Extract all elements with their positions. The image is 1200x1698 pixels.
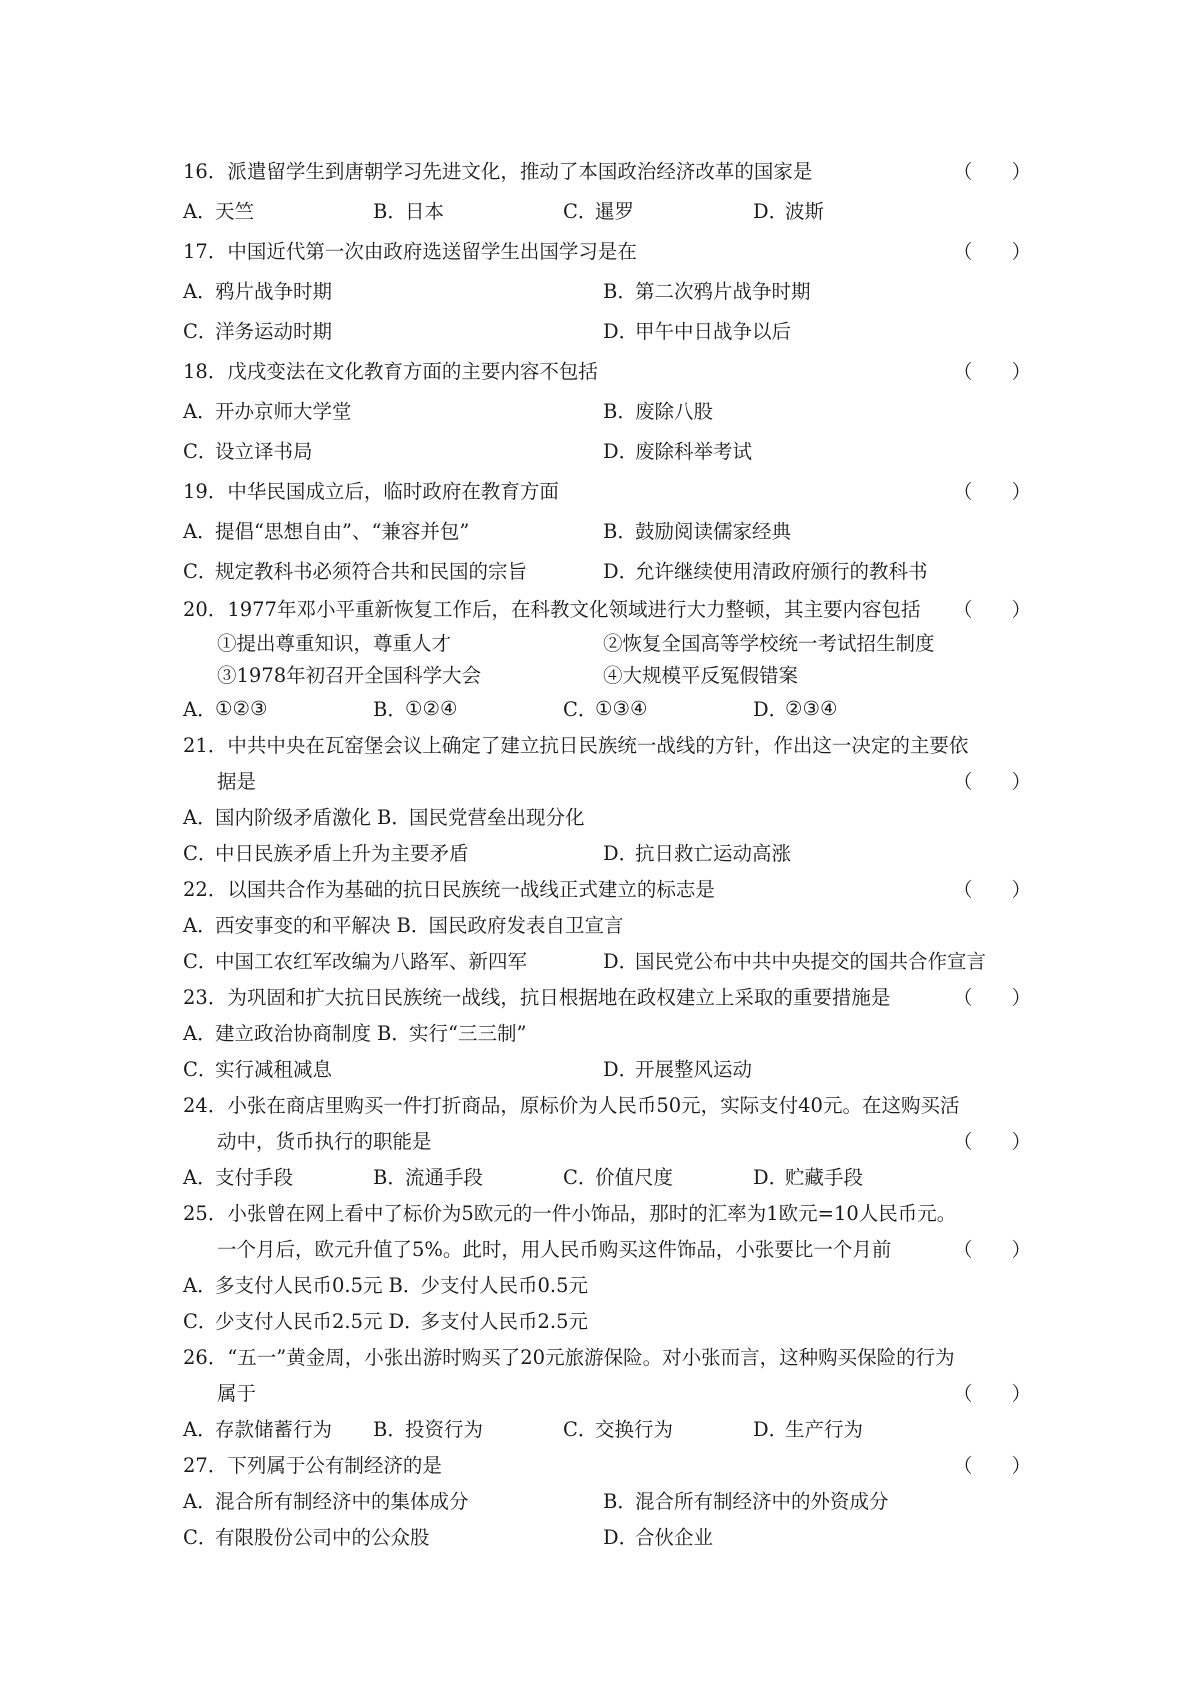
statement-items <box>183 626 1023 690</box>
option-a: A． 天竺 <box>183 200 255 223</box>
statement-item: ④大规模平反冤假错案 <box>603 664 799 687</box>
question-text: 小张曾在网上看中了标价为5欧元的一件小饰品，那时的汇率为1欧元=10人民币元。 <box>227 1202 957 1225</box>
question-number: 17． <box>183 240 228 263</box>
option-a: A． 开办京师大学堂 <box>183 400 352 423</box>
question-text: 1977年邓小平重新恢复工作后，在科教文化领域进行大力整顿，其主要内容包括 <box>227 598 921 621</box>
statement-item: ①提出尊重知识，尊重人才 <box>217 632 452 655</box>
exam-page <box>183 150 1032 1554</box>
option-b: B． 第二次鸦片战争时期 <box>603 280 811 303</box>
question-stem-continuation <box>183 1122 1032 1158</box>
option-d: D． 废除科举考试 <box>603 440 753 463</box>
option-a: A． 西安事变的和平解决 <box>183 914 391 937</box>
question-21 <box>183 726 1032 870</box>
question-number: 21． <box>183 734 228 757</box>
option-d: D． 波斯 <box>753 200 825 223</box>
option-c: C． 暹罗 <box>563 200 635 223</box>
option-b: B． 日本 <box>373 200 445 223</box>
option-b: B． 国民政府发表自卫宣言 <box>396 914 624 937</box>
option-b: B． 少支付人民币0.5元 <box>388 1274 589 1297</box>
option-a: A． 国内阶级矛盾激化 <box>183 806 372 829</box>
option-b: B． 混合所有制经济中的外资成分 <box>603 1490 889 1513</box>
options <box>183 190 1023 230</box>
options <box>183 1158 1023 1194</box>
question-text: 以国共合作为基础的抗日民族统一战线正式建立的标志是 <box>227 878 715 901</box>
question-number: 25． <box>183 1202 228 1225</box>
question-text: 中华民国成立后，临时政府在教育方面 <box>227 480 559 503</box>
answer-parentheses: （ ） <box>953 360 1032 383</box>
option-b: B． ①②④ <box>373 696 458 721</box>
question-stem <box>183 590 1032 626</box>
option-b: B． 流通手段 <box>373 1166 484 1189</box>
question-number: 16． <box>183 160 228 183</box>
option-c: C． 少支付人民币2.5元 <box>183 1310 383 1333</box>
option-c: C． 有限股份公司中的公众股 <box>183 1526 430 1549</box>
question-23 <box>183 978 1032 1086</box>
question-stem <box>183 230 1032 270</box>
option-c: C． 设立译书局 <box>183 440 313 463</box>
option-b: B． 实行“三三制” <box>377 1022 527 1045</box>
option-a: A． 混合所有制经济中的集体成分 <box>183 1490 469 1513</box>
question-22 <box>183 870 1032 978</box>
option-a: A． 支付手段 <box>183 1166 294 1189</box>
question-stem <box>183 1338 1023 1374</box>
question-text: 下列属于公有制经济的是 <box>227 1454 442 1477</box>
question-20 <box>183 590 1032 726</box>
option-c: C． 价值尺度 <box>563 1166 674 1189</box>
option-d: D． 国民党公布中共中央提交的国共合作宣言 <box>603 950 987 973</box>
answer-parentheses: （ ） <box>953 598 1032 621</box>
option-c: C． 中国工农红军改编为八路军、新四军 <box>183 950 528 973</box>
options <box>183 798 1023 834</box>
statement-item: ②恢复全国高等学校统一考试招生制度 <box>603 632 935 655</box>
question-26 <box>183 1338 1032 1446</box>
question-text: 中共中央在瓦窑堡会议上确定了建立抗日民族统一战线的方针，作出这一决定的主要依 <box>227 734 969 757</box>
options <box>183 690 1023 726</box>
question-number: 19． <box>183 480 228 503</box>
question-16 <box>183 150 1032 230</box>
question-text: “五一”黄金周，小张出游时购买了20元旅游保险。对小张而言，这种购买保险的行为 <box>227 1346 955 1369</box>
option-d: D． 抗日救亡运动高涨 <box>603 842 792 865</box>
answer-parentheses: （ ） <box>953 986 1032 1009</box>
option-d: D． 多支付人民币2.5元 <box>388 1310 589 1333</box>
question-stem <box>183 870 1032 906</box>
answer-parentheses: （ ） <box>953 1238 1032 1261</box>
question-stem-continuation <box>183 762 1032 798</box>
option-d: D． 甲午中日战争以后 <box>603 320 792 343</box>
question-stem <box>183 1086 1023 1122</box>
answer-parentheses: （ ） <box>953 1454 1032 1477</box>
question-24 <box>183 1086 1032 1194</box>
question-text-cont: 属于 <box>217 1382 257 1405</box>
option-b: B． 国民党营垒出现分化 <box>377 806 585 829</box>
question-stem <box>183 1194 1023 1230</box>
question-text: 派遣留学生到唐朝学习先进文化，推动了本国政治经济改革的国家是 <box>227 160 813 183</box>
options <box>183 1266 1023 1302</box>
question-stem <box>183 726 1023 762</box>
answer-parentheses: （ ） <box>953 160 1032 183</box>
question-stem <box>183 150 1032 190</box>
options <box>183 1482 1023 1554</box>
option-b: B． 投资行为 <box>373 1418 484 1441</box>
option-a: A． 提倡“思想自由”、“兼容并包” <box>183 520 470 543</box>
option-c: C． ①③④ <box>563 696 648 721</box>
option-c: C． 洋务运动时期 <box>183 320 333 343</box>
question-text-cont: 动中，货币执行的职能是 <box>217 1130 432 1153</box>
question-stem-continuation <box>183 1230 1032 1266</box>
question-19 <box>183 470 1032 590</box>
option-a: A． 存款储蓄行为 <box>183 1418 333 1441</box>
question-18 <box>183 350 1032 470</box>
option-a: A． ①②③ <box>183 696 268 721</box>
question-number: 24． <box>183 1094 228 1117</box>
options <box>183 906 1023 942</box>
question-27 <box>183 1446 1032 1554</box>
question-stem <box>183 350 1032 390</box>
question-number: 20． <box>183 598 228 621</box>
question-text: 戊戌变法在文化教育方面的主要内容不包括 <box>227 360 598 383</box>
question-text: 中国近代第一次由政府选送留学生出国学习是在 <box>227 240 637 263</box>
question-25 <box>183 1194 1032 1338</box>
option-d: D． 合伙企业 <box>603 1526 714 1549</box>
question-stem <box>183 1446 1032 1482</box>
question-stem <box>183 978 1032 1014</box>
option-c: C． 规定教科书必须符合共和民国的宗旨 <box>183 560 528 583</box>
option-c: C． 实行减租减息 <box>183 1058 333 1081</box>
answer-parentheses: （ ） <box>953 770 1032 793</box>
options <box>183 1410 1023 1446</box>
question-number: 27． <box>183 1454 228 1477</box>
question-number: 23． <box>183 986 228 1009</box>
option-a: A． 多支付人民币0.5元 <box>183 1274 383 1297</box>
question-number: 22． <box>183 878 228 901</box>
question-text: 小张在商店里购买一件打折商品，原标价为人民币50元，实际支付40元。在这购买活 <box>227 1094 960 1117</box>
option-d: D． 允许继续使用清政府颁行的教科书 <box>603 560 928 583</box>
statement-item: ③1978年初召开全国科学大会 <box>217 664 482 687</box>
question-text: 为巩固和扩大抗日民族统一战线，抗日根据地在政权建立上采取的重要措施是 <box>227 986 891 1009</box>
answer-parentheses: （ ） <box>953 240 1032 263</box>
question-text-cont: 一个月后，欧元升值了5%。此时，用人民币购买这件饰品，小张要比一个月前 <box>217 1238 892 1261</box>
option-d: D． 生产行为 <box>753 1418 864 1441</box>
answer-parentheses: （ ） <box>953 1382 1032 1405</box>
option-d: D． 贮藏手段 <box>753 1166 864 1189</box>
option-a: A． 鸦片战争时期 <box>183 280 333 303</box>
option-c: C． 中日民族矛盾上升为主要矛盾 <box>183 842 469 865</box>
option-d: D． ②③④ <box>753 696 838 721</box>
options <box>183 510 1023 590</box>
option-a: A． 建立政治协商制度 <box>183 1022 372 1045</box>
options <box>183 1014 1023 1050</box>
option-c: C． 交换行为 <box>563 1418 674 1441</box>
option-b: B． 废除八股 <box>603 400 714 423</box>
question-17 <box>183 230 1032 350</box>
question-number: 26． <box>183 1346 228 1369</box>
question-number: 18． <box>183 360 228 383</box>
question-stem-continuation <box>183 1374 1032 1410</box>
option-b: B． 鼓励阅读儒家经典 <box>603 520 792 543</box>
option-d: D． 开展整风运动 <box>603 1058 753 1081</box>
answer-parentheses: （ ） <box>953 878 1032 901</box>
answer-parentheses: （ ） <box>953 480 1032 503</box>
question-text-cont: 据是 <box>217 770 257 793</box>
question-stem <box>183 470 1032 510</box>
options <box>183 390 1023 470</box>
answer-parentheses: （ ） <box>953 1130 1032 1153</box>
options <box>183 270 1023 350</box>
